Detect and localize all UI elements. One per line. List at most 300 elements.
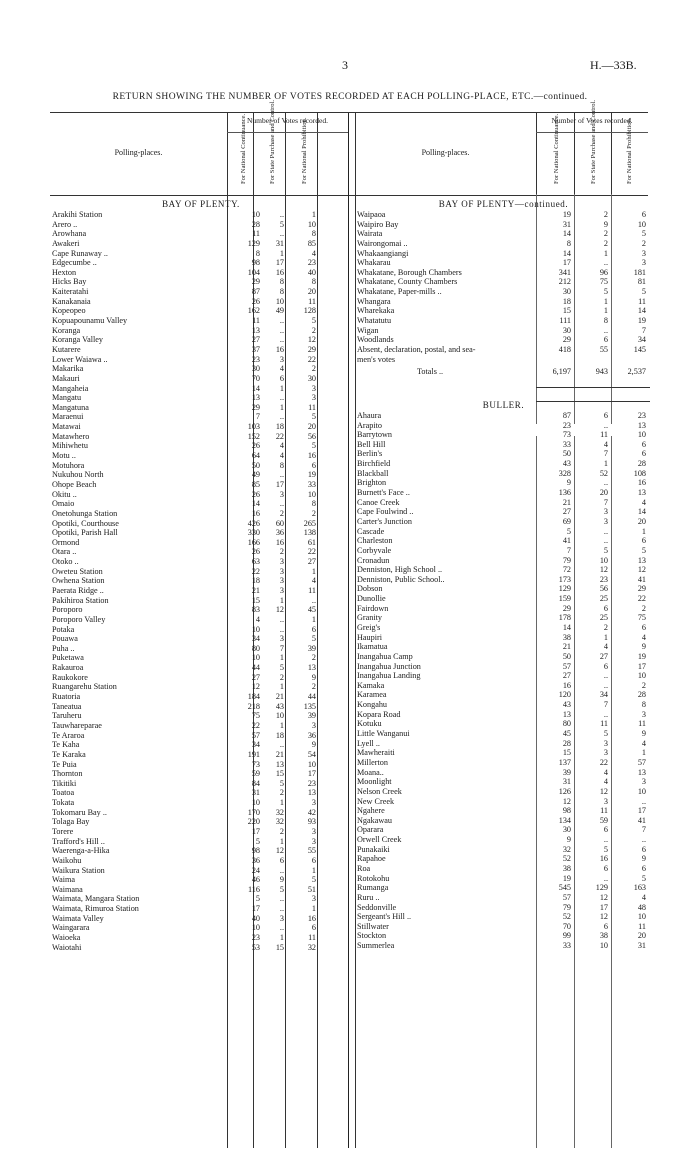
table-row — [52, 682, 350, 692]
votes-state-purchase: 22 — [275, 431, 284, 441]
polling-place-name: Matawai — [52, 422, 81, 432]
table-row — [357, 777, 650, 787]
votes-state-purchase: 1 — [279, 836, 284, 846]
table-row — [52, 653, 350, 663]
votes-state-purchase: 5 — [279, 219, 284, 229]
votes-state-purchase: 3 — [279, 566, 284, 576]
votes-state-purchase: 3 — [603, 796, 608, 806]
votes-state-purchase: 96 — [599, 267, 608, 277]
votes-prohibition: 14 — [637, 507, 646, 517]
votes-state-purchase: 6 — [603, 661, 608, 671]
polling-place-name: Sergeant's Hill .. — [357, 912, 412, 922]
votes-prohibition: 40 — [307, 267, 316, 277]
votes-continuance: 5 — [566, 526, 571, 536]
votes-state-purchase: 16 — [275, 344, 284, 354]
votes-prohibition: 16 — [307, 451, 316, 461]
votes-state-purchase: 20 — [599, 488, 608, 498]
votes-prohibition: 5 — [311, 441, 316, 451]
polling-place-name: Wigan — [357, 325, 379, 335]
votes-state-purchase: 59 — [599, 815, 608, 825]
table-row — [52, 374, 350, 384]
votes-state-purchase: 12 — [275, 846, 284, 856]
table-row — [357, 229, 650, 239]
votes-state-purchase: 17 — [275, 479, 284, 489]
votes-state-purchase: 3 — [603, 738, 608, 748]
votes-state-purchase: 43 — [275, 701, 284, 711]
votes-continuance: 19 — [562, 873, 571, 883]
votes-prohibition: 51 — [307, 884, 316, 894]
votes-state-purchase: .. — [603, 258, 608, 268]
votes-continuance: 50 — [251, 460, 260, 470]
votes-continuance: 15 — [251, 595, 260, 605]
table-row — [357, 681, 650, 691]
table-row — [357, 355, 650, 365]
votes-prohibition: 56 — [307, 431, 316, 441]
totals-row — [357, 367, 650, 377]
votes-prohibition: 1 — [311, 566, 316, 576]
votes-state-purchase: .. — [279, 904, 284, 914]
votes-state-purchase: 18 — [275, 730, 284, 740]
table-row — [52, 403, 350, 413]
section-title-bay-of-plenty-continued: BAY OF PLENTY—continued. — [438, 199, 569, 209]
votes-state-purchase: 23 — [599, 574, 608, 584]
votes-prohibition: 28 — [637, 459, 646, 469]
table-row — [357, 758, 650, 768]
polling-place-name: Ruatoria — [52, 692, 81, 702]
votes-state-purchase: 1 — [603, 296, 608, 306]
votes-state-purchase: 7 — [279, 643, 284, 653]
polling-place-name: Denniston, Public School.. — [357, 574, 445, 584]
polling-place-name: Wairongomai .. — [357, 238, 408, 248]
polling-place-name: Matawhero — [52, 431, 90, 441]
votes-state-purchase: .. — [279, 229, 284, 239]
votes-continuance: 52 — [562, 854, 571, 864]
votes-prohibition: 181 — [633, 267, 646, 277]
votes-state-purchase: 22 — [599, 757, 608, 767]
table-row — [357, 536, 650, 546]
votes-prohibition: 10 — [307, 219, 316, 229]
table-row — [52, 808, 350, 818]
votes-continuance: 111 — [559, 316, 571, 326]
votes-state-purchase: 11 — [600, 430, 608, 440]
votes-prohibition: 128 — [303, 306, 316, 316]
polling-place-name: Arapito — [357, 420, 383, 430]
table-row — [357, 729, 650, 739]
polling-place-name: men's votes — [357, 354, 396, 364]
polling-place-name: Te Araroa — [52, 730, 85, 740]
table-row — [52, 875, 350, 885]
votes-prohibition: 7 — [641, 325, 646, 335]
votes-prohibition: 10 — [637, 786, 646, 796]
polling-place-name: Kongahu — [357, 700, 388, 710]
polling-place-name: Waipaoa — [357, 210, 386, 219]
votes-prohibition: 3 — [641, 709, 646, 719]
votes-continuance: 41 — [562, 536, 571, 546]
polling-place-name: Poroporo Valley — [52, 614, 106, 624]
votes-state-purchase: 38 — [599, 931, 608, 941]
votes-state-purchase: 21 — [275, 692, 284, 702]
votes-continuance: 137 — [558, 757, 571, 767]
votes-continuance: 4 — [255, 614, 260, 624]
votes-prohibition: 29 — [637, 584, 646, 594]
polling-place-name: Koranga Valley — [52, 335, 104, 345]
votes-prohibition: 12 — [637, 565, 646, 575]
votes-continuance: 22 — [251, 566, 260, 576]
polling-place-name: Trafford's Hill .. — [52, 836, 105, 846]
table-row — [52, 798, 350, 808]
votes-state-purchase: 25 — [599, 613, 608, 623]
polling-place-name: Burnett's Face .. — [357, 488, 410, 498]
votes-prohibition: 39 — [307, 711, 316, 721]
votes-prohibition: 27 — [307, 557, 316, 567]
votes-prohibition: 4 — [641, 892, 646, 902]
table-row — [357, 768, 650, 778]
votes-continuance: 83 — [251, 605, 260, 615]
polling-place-name: Kopeopeo — [52, 306, 86, 316]
table-row — [357, 662, 650, 672]
votes-prohibition: 10 — [637, 912, 646, 922]
votes-continuance: 330 — [247, 528, 260, 538]
votes-prohibition: 85 — [307, 238, 316, 248]
votes-continuance: 21 — [251, 585, 260, 595]
votes-state-purchase: 34 — [599, 690, 608, 700]
table-row — [357, 449, 650, 459]
polling-place-name: Puha .. — [52, 643, 75, 653]
votes-continuance: 341 — [558, 267, 571, 277]
votes-prohibition: 42 — [307, 807, 316, 817]
votes-prohibition: 22 — [307, 547, 316, 557]
polling-place-name: Little Wanganui — [357, 729, 410, 739]
votes-continuance: 36 — [251, 855, 260, 865]
votes-prohibition: 14 — [637, 306, 646, 316]
polling-place-name: Lower Waiawa .. — [52, 354, 108, 364]
votes-prohibition: 20 — [637, 931, 646, 941]
votes-continuance: 31 — [251, 788, 260, 798]
votes-continuance: 11 — [252, 229, 260, 239]
votes-state-purchase: .. — [279, 412, 284, 422]
polling-place-name: Waingarara — [52, 923, 90, 933]
table-row — [52, 731, 350, 741]
votes-state-purchase: 18 — [275, 422, 284, 432]
polling-place-name: Potaka — [52, 624, 75, 634]
votes-state-purchase: 6 — [603, 825, 608, 835]
table-row — [52, 692, 350, 702]
votes-prohibition: 34 — [637, 335, 646, 345]
votes-prohibition: 4 — [311, 248, 316, 258]
votes-continuance: 50 — [562, 449, 571, 459]
table-row — [52, 837, 350, 847]
votes-state-purchase: .. — [603, 526, 608, 536]
table-row — [52, 220, 350, 230]
polling-place-name: Ruangarehu Station — [52, 682, 117, 692]
votes-prohibition: 19 — [307, 470, 316, 480]
polling-place-name: Greig's — [357, 622, 381, 632]
polling-place-name: Absent, declaration, postal, and sea- — [357, 344, 476, 354]
votes-continuance: 57 — [562, 892, 571, 902]
votes-continuance: 212 — [558, 277, 571, 287]
votes-prohibition: 2 — [641, 680, 646, 690]
votes-continuance: 33 — [562, 941, 571, 951]
votes-state-purchase: .. — [603, 835, 608, 845]
polling-place-name: Tokomaru Bay .. — [52, 807, 107, 817]
votes-state-purchase: 6 — [603, 864, 608, 873]
polling-place-name: Carter's Junction — [357, 516, 412, 526]
table-row — [357, 469, 650, 479]
votes-prohibition: 17 — [637, 806, 646, 816]
polling-place-name: Stillwater — [357, 921, 389, 931]
polling-place-name: Ruru .. — [357, 892, 380, 902]
votes-prohibition: 39 — [307, 643, 316, 653]
table-row — [357, 249, 650, 259]
votes-group-header-right: Number of Votes recorded. — [551, 116, 633, 125]
votes-state-purchase: 25 — [599, 594, 608, 604]
votes-state-purchase: 10 — [599, 941, 608, 951]
votes-state-purchase: 5 — [603, 287, 608, 297]
left-rows — [52, 210, 350, 952]
polling-place-name: Taneatua — [52, 701, 82, 711]
polling-place-name: Makauri — [52, 373, 80, 383]
votes-state-purchase: 9 — [279, 875, 284, 885]
votes-prohibition: 11 — [308, 585, 316, 595]
polling-place-name: Puketawa — [52, 653, 84, 663]
polling-place-name: Corbyvale — [357, 545, 392, 555]
table-row — [357, 710, 650, 720]
polling-place-name: Whakarau — [357, 258, 391, 268]
polling-place-name: Lyell .. — [357, 738, 380, 748]
polling-place-name: Fairdown — [357, 603, 389, 613]
votes-state-purchase: 31 — [275, 238, 284, 248]
votes-prohibition: 3 — [311, 894, 316, 904]
right-rows-buller — [357, 411, 650, 951]
polling-place-name: Ahaura — [357, 410, 382, 420]
votes-prohibition: 11 — [638, 719, 646, 729]
votes-state-purchase: 4 — [279, 451, 284, 461]
votes-state-purchase: 3 — [279, 634, 284, 644]
table-row — [357, 700, 650, 710]
table-row — [357, 845, 650, 855]
votes-continuance: 23 — [251, 933, 260, 943]
section-title-bay-of-plenty: BAY OF PLENTY. — [162, 199, 240, 209]
table-row — [357, 748, 650, 758]
polling-place-name: New Creek — [357, 796, 395, 806]
polling-place-name: Cascade — [357, 526, 385, 536]
polling-place-name: Inangahua Landing — [357, 671, 421, 681]
polling-place-name: Cape Foulwind .. — [357, 507, 414, 517]
votes-continuance: 27 — [562, 671, 571, 681]
votes-prohibition: 135 — [303, 701, 316, 711]
table-row — [357, 864, 650, 874]
state-purchase-header-left: For State Purchase and Control. — [269, 99, 276, 184]
votes-prohibition: 4 — [311, 576, 316, 586]
votes-prohibition: 45 — [307, 605, 316, 615]
votes-prohibition: 10 — [637, 219, 646, 229]
polling-place-name: Waima — [52, 875, 75, 885]
votes-prohibition: 2 — [311, 682, 316, 692]
votes-state-purchase: 1 — [603, 632, 608, 642]
polling-place-name: Oweteu Station — [52, 566, 103, 576]
table-row — [357, 421, 650, 431]
polling-place-name: Mihiwhetu — [52, 441, 88, 451]
votes-state-purchase: 3 — [603, 507, 608, 517]
polling-place-name: Kutarere — [52, 344, 81, 354]
polling-place-name: Paerata Ridge .. — [52, 585, 104, 595]
votes-continuance: 5 — [255, 894, 260, 904]
polling-place-name: Te Karaka — [52, 749, 86, 759]
votes-state-purchase: 12 — [275, 605, 284, 615]
table-row — [357, 594, 650, 604]
votes-state-purchase: .. — [279, 614, 284, 624]
table-row — [357, 220, 650, 230]
votes-continuance: 178 — [558, 613, 571, 623]
votes-continuance: 18 — [562, 296, 571, 306]
polling-place-name: Waerenga-a-Hika — [52, 846, 110, 856]
votes-continuance: 16 — [251, 508, 260, 518]
polling-place-name: Waikura Station — [52, 865, 105, 875]
votes-prohibition: 9 — [641, 642, 646, 652]
table-row — [52, 673, 350, 683]
polling-place-name: Haupiri — [357, 632, 383, 642]
votes-state-purchase: 27 — [599, 651, 608, 661]
votes-prohibition: 32 — [307, 942, 316, 952]
votes-prohibition: 11 — [638, 296, 646, 306]
votes-prohibition: 3 — [311, 393, 316, 403]
polling-places-header-left: Polling-places. — [114, 148, 163, 157]
votes-state-purchase: 32 — [275, 817, 284, 827]
table-row — [357, 527, 650, 537]
votes-continuance: 30 — [251, 364, 260, 374]
polling-place-name: Edgecumbe .. — [52, 258, 97, 268]
table-row — [357, 604, 650, 614]
votes-state-purchase: 10 — [599, 555, 608, 565]
votes-state-purchase: 1 — [279, 720, 284, 730]
votes-state-purchase: 3 — [603, 748, 608, 758]
table-row — [357, 835, 650, 845]
votes-state-purchase: 7 — [603, 700, 608, 710]
votes-state-purchase: 75 — [599, 277, 608, 287]
polling-place-name: Moana.. — [357, 767, 384, 777]
polling-place-name: Charleston — [357, 536, 393, 546]
votes-continuance: 418 — [558, 344, 571, 354]
polling-place-name: Tikitiki — [52, 778, 77, 788]
table-row — [52, 249, 350, 259]
votes-continuance: 30 — [562, 825, 571, 835]
votes-prohibition: .. — [641, 835, 646, 845]
table-row — [357, 613, 650, 623]
votes-prohibition: 6 — [641, 864, 646, 873]
polling-place-name: Koranga — [52, 325, 81, 335]
votes-continuance: 70 — [562, 921, 571, 931]
table-row — [52, 345, 350, 355]
votes-prohibition: 41 — [637, 574, 646, 584]
polling-place-name: Granity — [357, 613, 383, 623]
votes-prohibition: 2 — [311, 364, 316, 374]
votes-state-purchase: .. — [603, 671, 608, 681]
table-row — [52, 441, 350, 451]
table-row — [357, 478, 650, 488]
votes-prohibition: 36 — [307, 730, 316, 740]
table-row — [357, 345, 650, 355]
votes-state-purchase: 2 — [603, 229, 608, 239]
votes-continuance: 22 — [251, 720, 260, 730]
votes-continuance: 13 — [251, 325, 260, 335]
table-row — [52, 740, 350, 750]
polling-place-name: Torere — [52, 827, 74, 836]
votes-prohibition: 81 — [637, 277, 646, 287]
votes-state-purchase: 13 — [275, 759, 284, 769]
polling-place-name: Rapahoe — [357, 854, 386, 864]
table-row — [52, 567, 350, 577]
votes-continuance: 57 — [562, 661, 571, 671]
votes-state-purchase: 1 — [279, 383, 284, 393]
table-row — [52, 258, 350, 268]
polling-place-name: Whakatane, County Chambers — [357, 277, 458, 287]
table-row — [52, 894, 350, 904]
polling-place-name: Otara .. — [52, 547, 77, 557]
votes-prohibition: 1 — [641, 748, 646, 758]
polling-place-name: Pouawa — [52, 634, 78, 644]
polling-place-name: Motuhora — [52, 460, 85, 470]
votes-prohibition: 22 — [637, 594, 646, 604]
votes-continuance: 116 — [248, 884, 260, 894]
table-row — [52, 856, 350, 866]
votes-prohibition: 13 — [307, 788, 316, 798]
votes-state-purchase: 6 — [279, 855, 284, 865]
table-row — [52, 519, 350, 529]
votes-prohibition: 3 — [311, 383, 316, 393]
table-row — [52, 615, 350, 625]
votes-prohibition: 3 — [641, 258, 646, 268]
votes-state-purchase: 10 — [275, 711, 284, 721]
totals-state-purchase: 943 — [595, 367, 608, 377]
votes-prohibition: 31 — [637, 941, 646, 951]
votes-continuance: 220 — [247, 817, 260, 827]
votes-state-purchase: 5 — [279, 778, 284, 788]
table-row — [52, 596, 350, 606]
table-row — [52, 499, 350, 509]
polling-place-name: Whakatane, Paper-mills .. — [357, 287, 442, 297]
votes-continuance: 98 — [562, 806, 571, 816]
votes-prohibition: 3 — [311, 720, 316, 730]
votes-prohibition: 8 — [641, 700, 646, 710]
table-row — [52, 326, 350, 336]
votes-continuance: 15 — [562, 306, 571, 316]
polling-place-name: Dobson — [357, 584, 383, 594]
polling-place-name: Arero .. — [52, 219, 78, 229]
polling-place-name: Hicks Bay — [52, 277, 87, 287]
votes-state-purchase: 2 — [279, 508, 284, 518]
polling-place-name: Nukuhou North — [52, 470, 104, 480]
votes-continuance: 85 — [251, 479, 260, 489]
votes-state-purchase: 2 — [603, 622, 608, 632]
votes-state-purchase: 5 — [603, 729, 608, 739]
table-row — [52, 557, 350, 567]
state-purchase-header-right: For State Purchase and Control. — [590, 99, 597, 184]
table-row — [52, 827, 350, 837]
document-reference: H.—33B. — [590, 58, 637, 72]
polling-place-name: Summerlea — [357, 941, 395, 951]
votes-state-purchase: 4 — [279, 364, 284, 374]
polling-place-name: Kopara Road — [357, 709, 401, 719]
votes-prohibition: 30 — [307, 373, 316, 383]
votes-continuance: 17 — [251, 904, 260, 914]
votes-prohibition: .. — [641, 796, 646, 806]
votes-continuance: 10 — [251, 653, 260, 663]
votes-prohibition: 5 — [311, 316, 316, 326]
votes-state-purchase: .. — [603, 420, 608, 430]
votes-state-purchase: .. — [279, 335, 284, 345]
section-title-buller: BULLER. — [482, 399, 525, 410]
page-number: 3 — [342, 58, 348, 72]
